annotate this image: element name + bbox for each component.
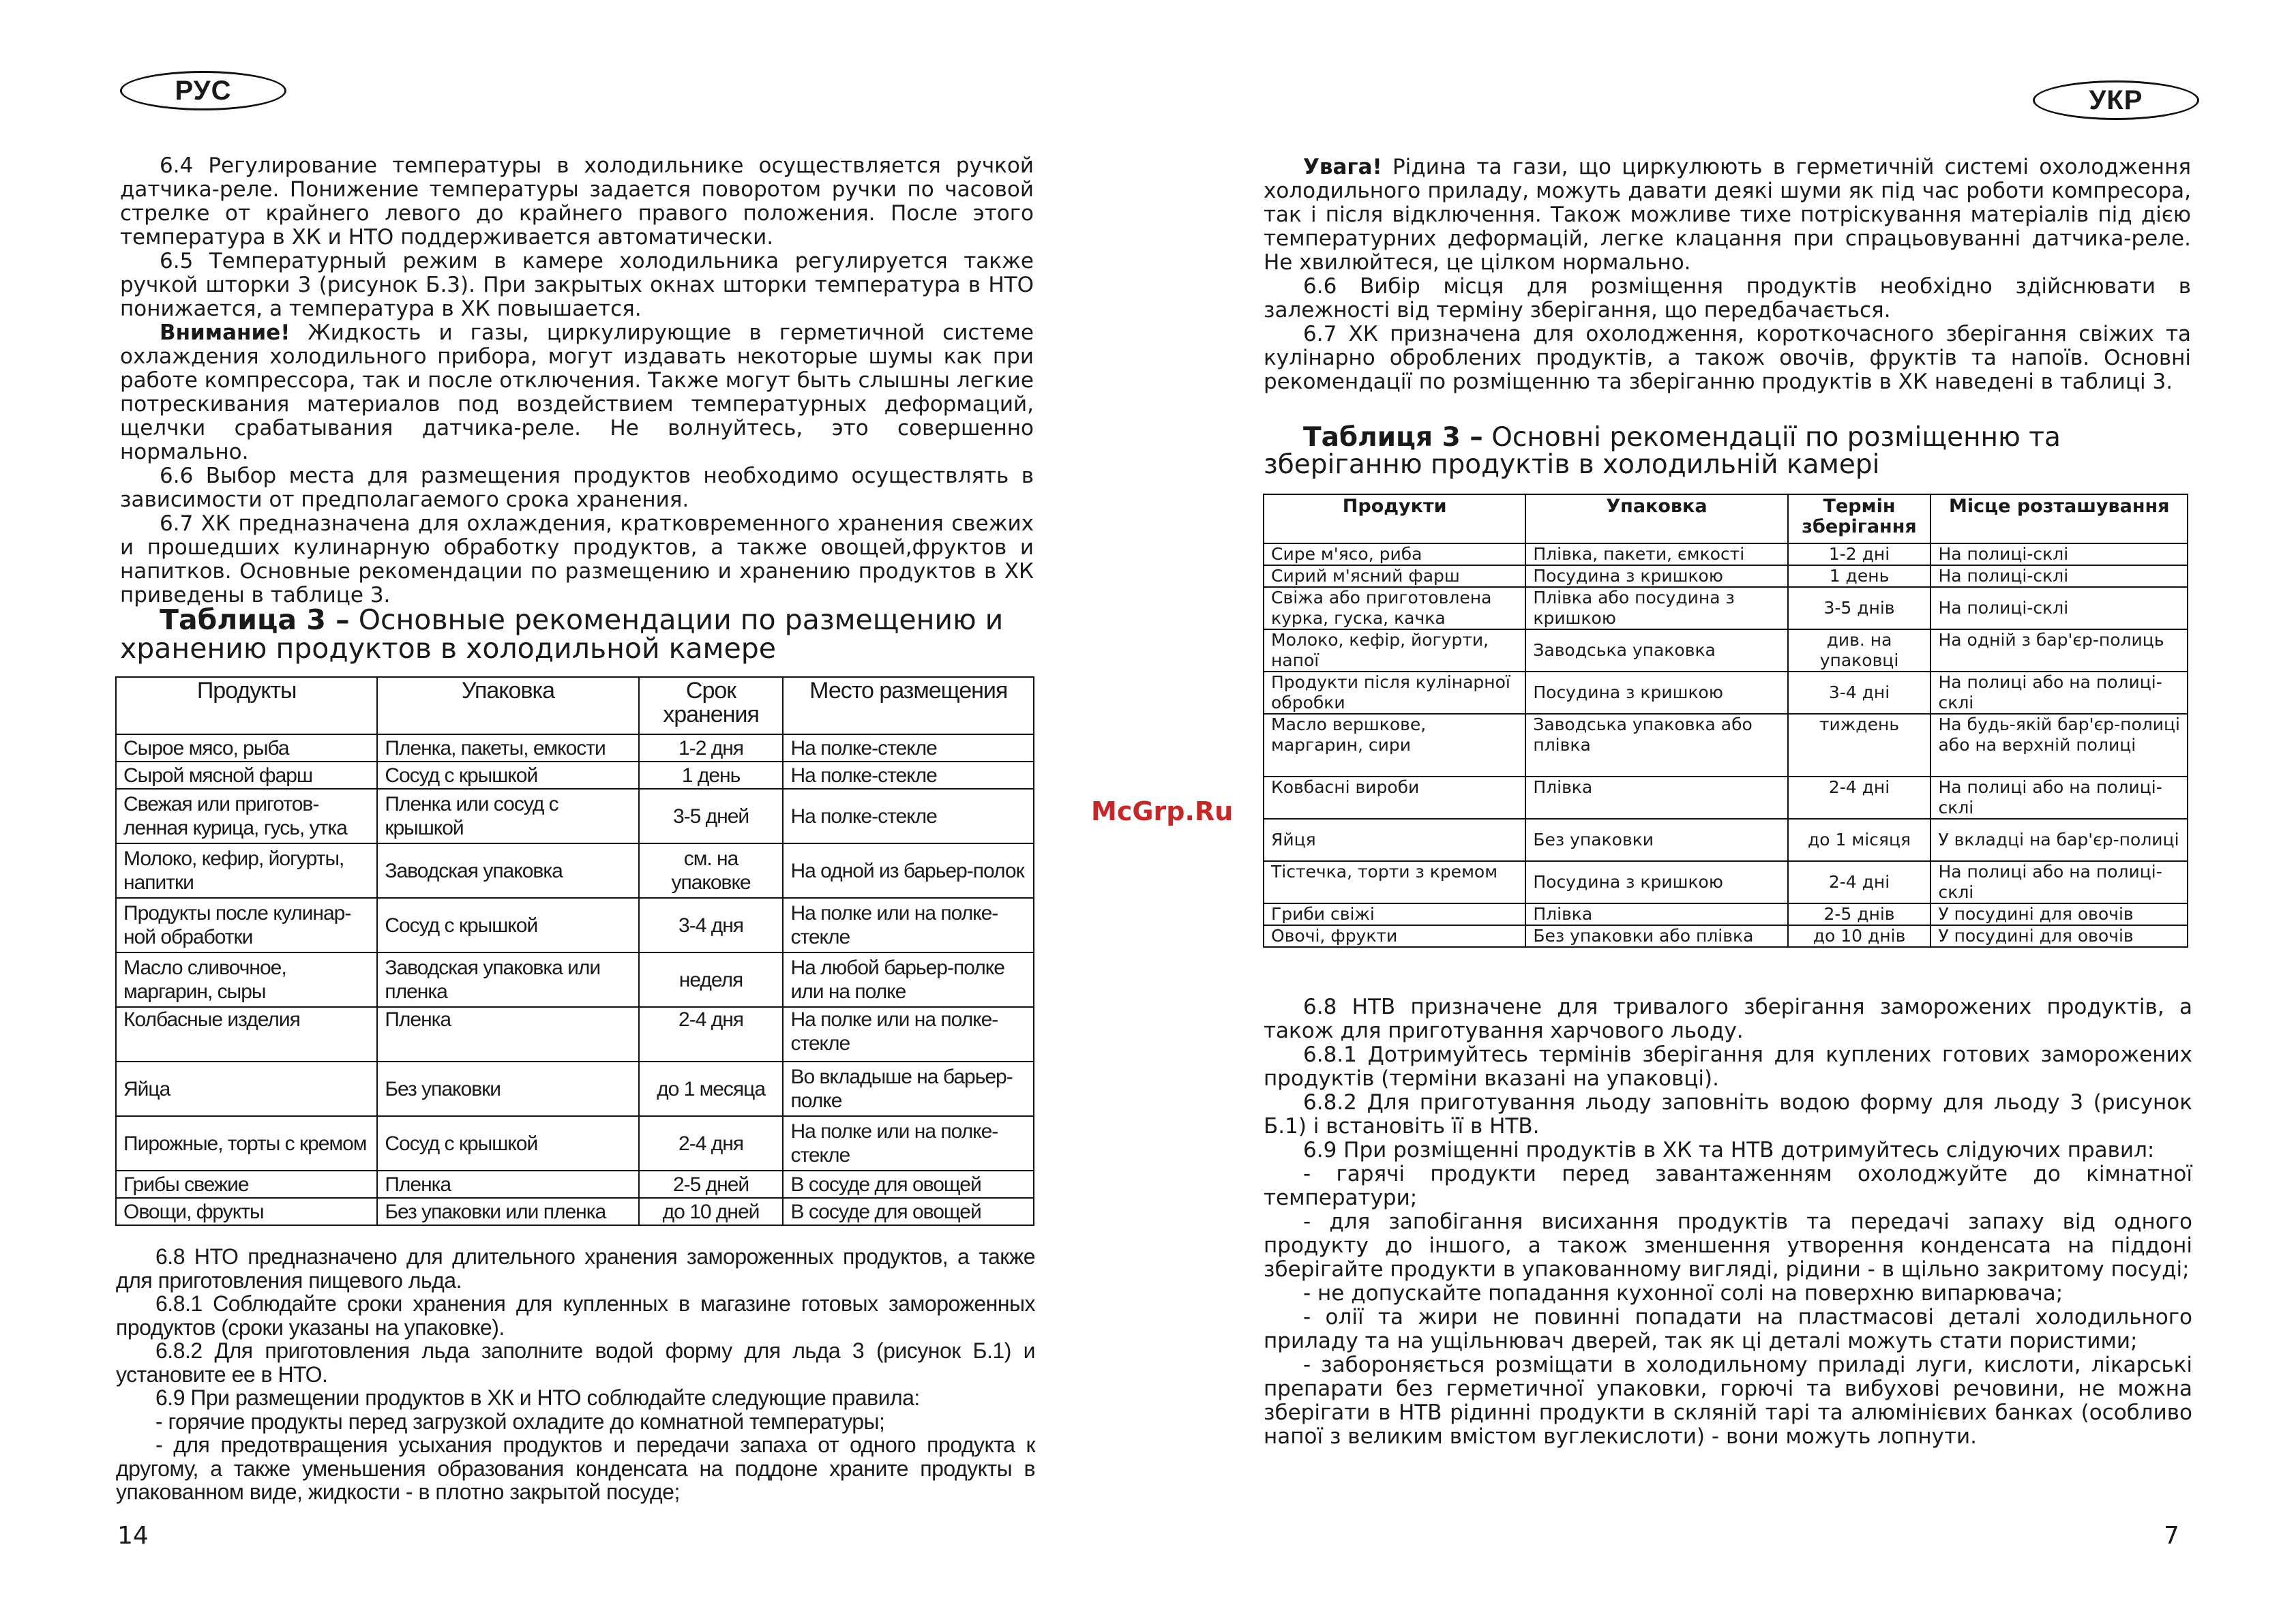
paragraph: 6.8.2 Для приготовления льда заполните водой форму для льда 3 (рисунок Б.1) и установите ее в НТО. (116, 1338, 1035, 1387)
table-cell: Продукты после кулинар-ной обработки (116, 898, 377, 952)
table-cell: На одній з бар'єр-полиць (1930, 629, 2188, 672)
table-cell: Свіжа або приготовлена курка, гуска, качка (1264, 587, 1525, 629)
table-cell: Пленка (377, 1171, 638, 1198)
table-cell: У посудині для овочів (1930, 925, 2188, 947)
table-row (116, 843, 1034, 898)
table-cell: Заводська упаковка або плівка (1525, 714, 1787, 777)
paragraph: 6.5 Температурный режим в камере холодильника регулируется также ручкой шторки 3 (рисунок Б.3). При закрытых окнах шторки температура в НТО понижается, а температура в ХК повышается. (120, 249, 1034, 321)
warning-text: Рідина та гази, що циркулюють в герметичній системі охолодження холодильного приладу, можуть давати деякі шуми як під час роботи компресора, так і після відключення. Також можливе тихе потріскування матеріалів під дією температурних деформацій, легке клацання при спрацьовуванні датчика-реле. Не хвилюйтеся, це цілком нормально. (1264, 155, 2191, 275)
warning-paragraph (120, 321, 1034, 464)
table-row (1264, 925, 2188, 947)
table-row (116, 952, 1034, 1007)
table-cell: Тістечка, торти з кремом (1264, 861, 1525, 903)
uk-table-title (1264, 424, 2194, 479)
table-cell: Масло вершкове, маргарин, сири (1264, 714, 1525, 777)
paragraph: 6.7 ХК призначена для охолодження, короткочасного зберігання свіжих та кулінарно оброблених продуктів, а також овочів, фруктів та напоїв. Основні рекомендації по розміщенню та зберіганню продуктів в ХК наведені в таблиці 3. (1264, 322, 2191, 394)
table-cell: Плівка (1525, 777, 1787, 819)
table-row (1264, 565, 2188, 587)
paragraph: - для предотвращения усыхания продуктов и передачи запаха от одного продукта к другому, а также уменьшения образования конденсата на поддоне храните продукты в упакованном виде, жидкости - в плотно закрытой посуде; (116, 1432, 1035, 1504)
paragraph: - горячие продукты перед загрузкой охладите до комнатной температуры; (155, 1409, 885, 1434)
table-row (1264, 714, 2188, 777)
table-header-cell: Продукти (1264, 494, 1525, 543)
paragraph: - гарячі продукти перед завантаженням охолоджуйте до кімнатної температури; (1264, 1162, 2192, 1210)
table-cell: На полке или на полке-стекле (783, 1007, 1034, 1062)
table-row (116, 898, 1034, 952)
table-cell: 2-4 дня (639, 1007, 784, 1062)
ru-table-title (120, 605, 1034, 663)
table-row (1264, 861, 2188, 903)
language-badge-ru: РУС (120, 71, 286, 110)
paragraph: - олії та жири не повинні попадати на пластмасові деталі холодильного приладу та на ущільнювач дверей, так як ці деталі можуть стати пористими; (1264, 1305, 2192, 1353)
table-cell: На полиці-склі (1930, 587, 2188, 629)
table-cell: до 10 днів (1788, 925, 1931, 947)
table-cell: Посудина з кришкою (1525, 565, 1787, 587)
table-cell: до 1 месяца (639, 1062, 784, 1116)
table-cell: Колбасные изделия (116, 1007, 377, 1062)
table-header-cell: Упаковка (1525, 494, 1787, 543)
warning-label: Увага! (1303, 155, 1382, 179)
table-header-cell: Місце розташування (1930, 494, 2188, 543)
table-cell: На полиці або на полиці-склі (1930, 777, 2188, 819)
paragraph: - забороняється розміщати в холодильному приладі луги, кислоти, лікарські препарати без герметичної упаковки, горючі та вибухові речовини, не можна зберігати в НТВ рідинні продукти в скляній тарі та алюмінієвих банках (особливо напої з великим вмістом вуглекислоти) - вони можуть лопнути. (1264, 1353, 2192, 1449)
table-cell: Молоко, кефир, йогурты, напитки (116, 843, 377, 898)
table-cell: 1-2 дня (639, 734, 784, 762)
paragraph: 6.4 Регулирование температуры в холодильнике осуществляется ручкой датчика-реле. Понижение температуры задается поворотом ручки по часовой стрелке от крайнего левого до крайнего правого положения. После этого температура в ХК и НТО поддерживается автоматически. (120, 153, 1034, 250)
table-cell: см. на упаковке (639, 843, 784, 898)
table-cell: тиждень (1788, 714, 1931, 777)
table-cell: Плівка, пакети, ємкості (1525, 543, 1787, 565)
paragraph: 6.8.1 Соблюдайте сроки хранения для купленных в магазине готовых замороженных продуктов (сроки указаны на упаковке). (116, 1291, 1035, 1340)
table-cell: 2-4 дня (639, 1116, 784, 1171)
table-cell: Яйца (116, 1062, 377, 1116)
table-cell: У посудині для овочів (1930, 903, 2188, 925)
table-cell: 2-5 дней (639, 1171, 784, 1198)
warning-paragraph (1264, 155, 2191, 275)
table-cell: Без упаковки або плівка (1525, 925, 1787, 947)
table-cell: 1 день (1788, 565, 1931, 587)
table-cell: Сире м'ясо, риба (1264, 543, 1525, 565)
table-title-text: Основные рекомендации по размещению и хранению продуктов в холодильной камере (120, 603, 1004, 665)
table-cell: Грибы свежие (116, 1171, 377, 1198)
page-number: 7 (2164, 1522, 2179, 1550)
table-cell: На полиці або на полиці-склі (1930, 672, 2188, 714)
table-cell: Заводская упаковка или пленка (377, 952, 638, 1007)
table-cell: до 1 місяця (1788, 819, 1931, 861)
language-badge-uk: УКР (2033, 80, 2199, 120)
table-cell: Ковбасні вироби (1264, 777, 1525, 819)
table-row (116, 734, 1034, 762)
table-row (1264, 903, 2188, 925)
table-row (116, 789, 1034, 843)
table-cell: На полке или на полке-стекле (783, 898, 1034, 952)
table-cell: Сырой мясной фарш (116, 762, 377, 789)
table-cell: На полиці-склі (1930, 565, 2188, 587)
table-cell: На полке или на полке-стекле (783, 1116, 1034, 1171)
table-cell: Овощи, фрукты (116, 1198, 377, 1225)
table-cell: Сосуд с крышкой (377, 1116, 638, 1171)
table-header-row (116, 677, 1034, 734)
table-cell: Сырое мясо, рыба (116, 734, 377, 762)
table-title-label: Таблица 3 – (160, 603, 350, 636)
table-row (1264, 819, 2188, 861)
table-cell: Сосуд с крышкой (377, 762, 638, 789)
table-cell: неделя (639, 952, 784, 1007)
table-cell: У вкладці на бар'єр-полиці (1930, 819, 2188, 861)
table-row (1264, 777, 2188, 819)
table-cell: На полке-стекле (783, 734, 1034, 762)
table-cell: 3-5 дней (639, 789, 784, 843)
table-cell: Молоко, кефір, йогурти, напої (1264, 629, 1525, 672)
table-header-cell: Упаковка (377, 677, 638, 734)
table-cell: 3-4 дні (1788, 672, 1931, 714)
table-cell: Плівка (1525, 903, 1787, 925)
table-cell: Без упаковки (1525, 819, 1787, 861)
table-cell: Посудина з кришкою (1525, 672, 1787, 714)
paragraph: 6.6 Вибір місця для розміщення продуктів необхідно здійснювати в залежності від терміну зберігання, що передбачається. (1264, 274, 2191, 322)
paragraph: 6.8 НТО предназначено для длительного хранения замороженных продуктов, а также для приготовления пищевого льда. (116, 1244, 1035, 1293)
table-header-cell: Продукты (116, 677, 377, 734)
ru-storage-table (115, 676, 1034, 1226)
table-cell: В сосуде для овощей (783, 1171, 1034, 1198)
table-header-cell: Срок хранения (639, 677, 784, 734)
page-number: 14 (117, 1522, 149, 1550)
table-cell: Без упаковки или пленка (377, 1198, 638, 1225)
table-cell: 2-4 дні (1788, 777, 1931, 819)
table-cell: На любой барьер-полке или на полке (783, 952, 1034, 1007)
table-cell: до 10 дней (639, 1198, 784, 1225)
table-row (116, 1062, 1034, 1116)
table-row (116, 1198, 1034, 1225)
warning-label: Внимание! (160, 320, 290, 345)
table-cell: Плівка або посудина з кришкою (1525, 587, 1787, 629)
table-cell: 3-5 днів (1788, 587, 1931, 629)
right-page (1148, 0, 2296, 1622)
table-cell: Заводська упаковка (1525, 629, 1787, 672)
table-cell: На полиці або на полиці-склі (1930, 861, 2188, 903)
table-header-row (1264, 494, 2188, 543)
table-title-text: Основні рекомендації по розміщенню та зберіганню продуктів в холодильній камері (1264, 422, 2061, 480)
uk-storage-table (1263, 494, 2188, 948)
table-cell: Яйця (1264, 819, 1525, 861)
table-cell: Сирий м'ясний фарш (1264, 565, 1525, 587)
table-cell: Масло сливочное, маргарин, сыры (116, 952, 377, 1007)
table-row (116, 1116, 1034, 1171)
table-cell: див. на упаковці (1788, 629, 1931, 672)
ru-intro-text (120, 154, 1034, 607)
table-row (1264, 629, 2188, 672)
table-cell: Пленка, пакеты, емкости (377, 734, 638, 762)
paragraph: 6.7 ХК предназначена для охлаждения, кратковременного хранения свежих и прошедших кулинарную обработку продуктов, а также овощей,фруктов и напитков. Основные рекомендации по размещению и хранению продуктов в ХК приведены в таблице 3. (120, 511, 1034, 607)
warning-text: Жидкость и газы, циркулирующие в герметичной системе охлаждения холодильного прибора, могут издавать некоторые шумы как при работе компрессора, так и после отключения. Также могут быть слышны легкие потрескивания материалов под воздействием температурных деформаций, щелчки срабатывания датчика-реле. Не волнуйтесь, это совершенно нормально. (120, 320, 1034, 464)
ru-bottom-text (116, 1245, 1035, 1504)
table-cell: Посудина з кришкою (1525, 861, 1787, 903)
table-cell: Продукти після кулінарної обробки (1264, 672, 1525, 714)
table-cell: В сосуде для овощей (783, 1198, 1034, 1225)
paragraph: 6.9 При розміщенні продуктів в ХК та НТВ дотримуйтесь слідуючих правил: (1303, 1138, 2155, 1162)
table-cell: Гриби свіжі (1264, 903, 1525, 925)
uk-bottom-text (1264, 995, 2192, 1449)
table-row (1264, 543, 2188, 565)
table-row (1264, 587, 2188, 629)
table-cell: Во вкладыше на барьер-полке (783, 1062, 1034, 1116)
table-cell: 2-5 днів (1788, 903, 1931, 925)
table-cell: На полке-стекле (783, 762, 1034, 789)
table-header-cell: Термін зберігання (1788, 494, 1931, 543)
paragraph: 6.9 При размещении продуктов в ХК и НТО соблюдайте следующие правила: (155, 1385, 920, 1410)
table-cell: Пленка (377, 1007, 638, 1062)
table-cell: 1-2 дні (1788, 543, 1931, 565)
table-cell: Без упаковки (377, 1062, 638, 1116)
paragraph: 6.8.1 Дотримуйтесь термінів зберігання для куплених готових заморожених продуктів (терміни вказані на упаковці). (1264, 1042, 2192, 1091)
paragraph: 6.8.2 Для приготування льоду заповніть водою форму для льоду 3 (рисунок Б.1) і встановіть її в НТВ. (1264, 1090, 2192, 1139)
table-title-label: Таблиця 3 – (1303, 422, 1483, 453)
paragraph: 6.6 Выбор места для размещения продуктов необходимо осуществлять в зависимости от предполагаемого срока хранения. (120, 464, 1034, 512)
table-cell: На полке-стекле (783, 789, 1034, 843)
table-row (116, 1171, 1034, 1198)
table-cell: Пленка или сосуд с крышкой (377, 789, 638, 843)
watermark-text: McGrp.Ru (1091, 796, 1234, 826)
paragraph: - не допускайте попадання кухонної солі на поверхню випарювача; (1303, 1281, 2063, 1306)
table-header-cell: Место размещения (783, 677, 1034, 734)
table-cell: Заводская упаковка (377, 843, 638, 898)
paragraph: 6.8 НТВ призначене для тривалого зберігання заморожених продуктів, а також для приготування харчового льоду. (1264, 995, 2192, 1043)
table-cell: На полиці-склі (1930, 543, 2188, 565)
table-row (116, 762, 1034, 789)
table-cell: Сосуд с крышкой (377, 898, 638, 952)
paragraph: - для запобігання висихання продуктів та передачі запаху від одного продукту до іншого, а також зменшення утворення конденсата на піддоні зберігайте продукти в упакованному вигляді, рідини - в щільно закритому посуді; (1264, 1210, 2192, 1282)
table-row (1264, 672, 2188, 714)
table-row (116, 1007, 1034, 1062)
table-cell: На будь-якій бар'єр-полиці або на верхній полиці (1930, 714, 2188, 777)
table-cell: Овочі, фрукти (1264, 925, 1525, 947)
table-cell: На одной из барьер-полок (783, 843, 1034, 898)
table-cell: 3-4 дня (639, 898, 784, 952)
uk-intro-text (1264, 155, 2191, 394)
table-cell: 1 день (639, 762, 784, 789)
table-cell: 2-4 дні (1788, 861, 1931, 903)
table-cell: Пирожные, торты с кремом (116, 1116, 377, 1171)
table-cell: Свежая или приготов-ленная курица, гусь, утка (116, 789, 377, 843)
